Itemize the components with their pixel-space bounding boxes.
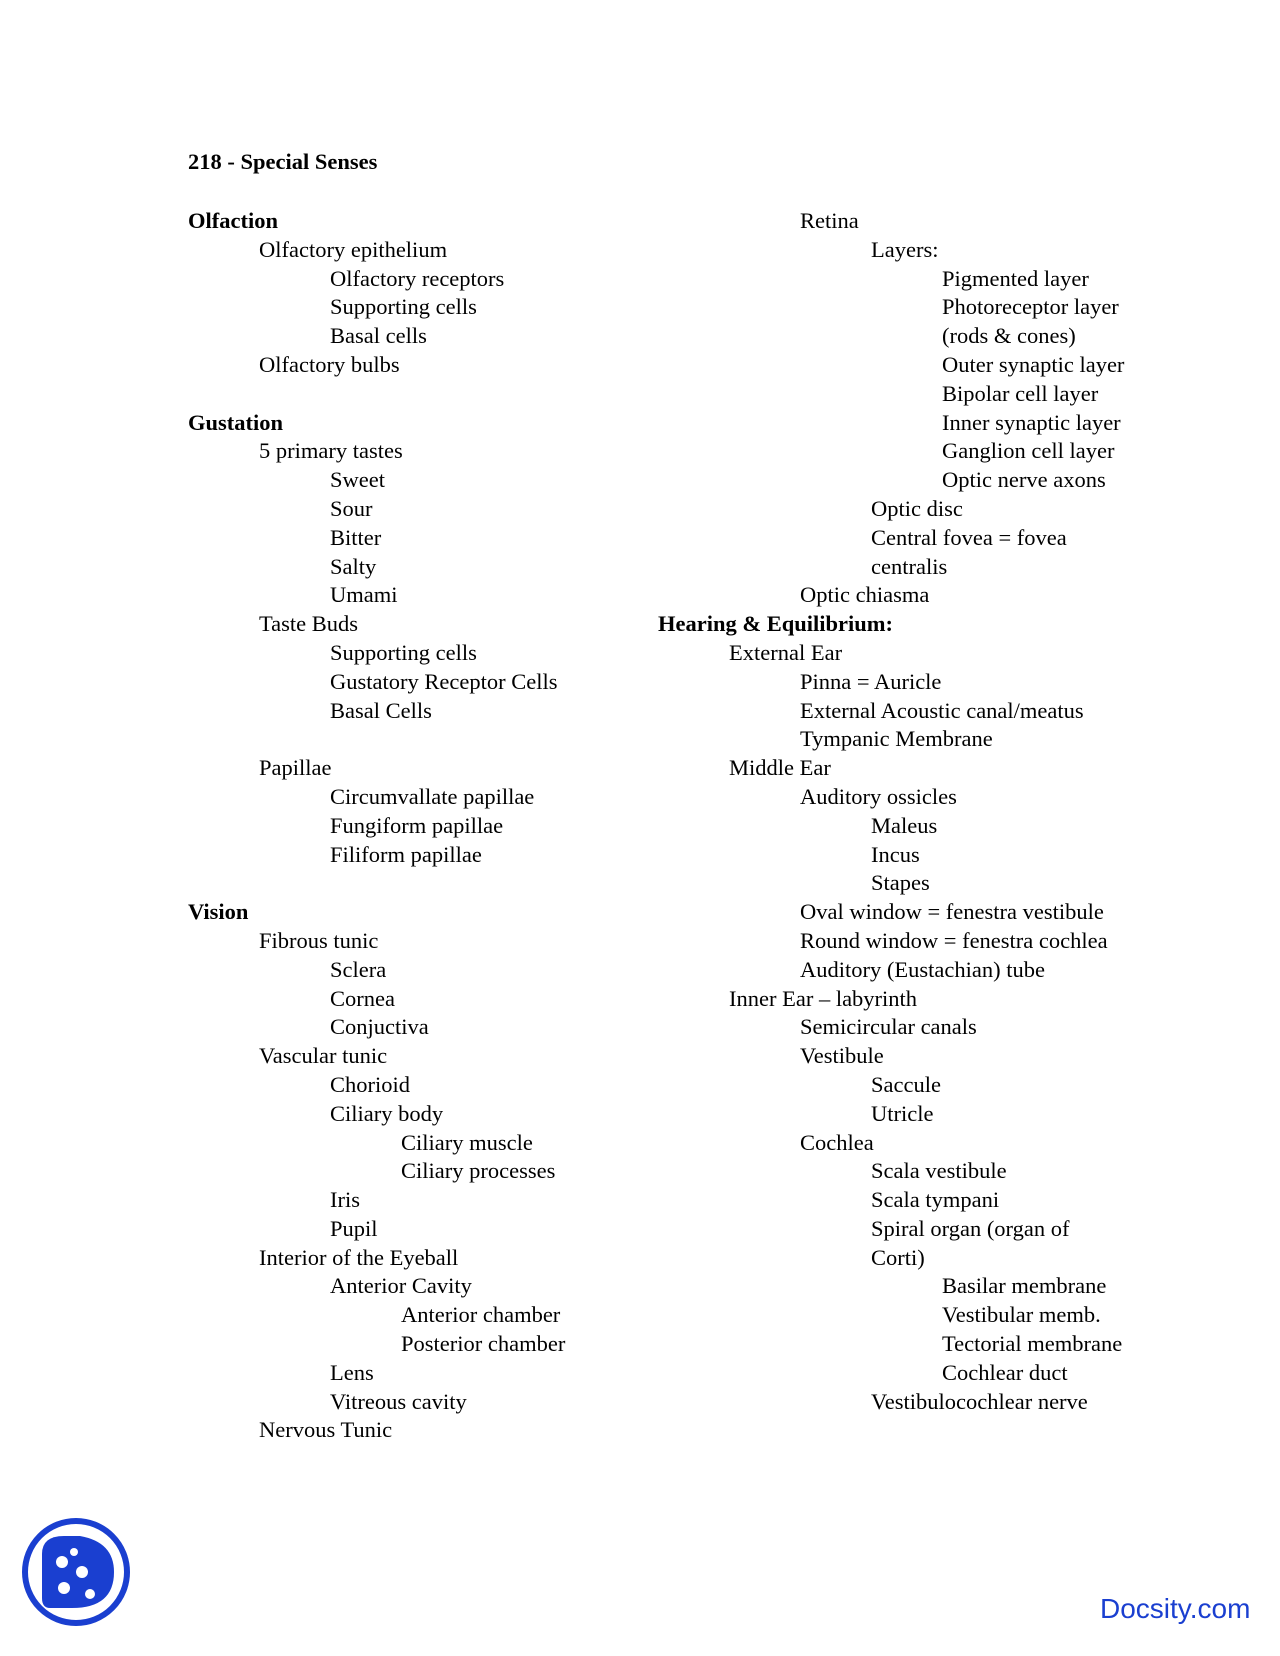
outline-item: Middle Ear	[729, 755, 831, 781]
outline-item: Basal Cells	[330, 697, 432, 723]
outline-item: Posterior chamber	[401, 1331, 566, 1357]
outline-item: External Acoustic canal/meatus	[800, 697, 1084, 723]
left-outline-column	[188, 207, 565, 1445]
outline-item: Central fovea = fovea	[871, 524, 1067, 550]
outline-item: Lens	[330, 1359, 374, 1385]
outline-item: Sweet	[330, 467, 385, 493]
outline-item: Pigmented layer	[942, 265, 1089, 291]
outline-item: Olfactory epithelium	[259, 236, 448, 262]
section-heading: Hearing & Equilibrium:	[658, 611, 894, 637]
outline-item: Ganglion cell layer	[942, 438, 1115, 464]
outline-item: Incus	[871, 841, 920, 867]
blank-line	[188, 869, 565, 898]
outline-item: Ciliary body	[330, 1100, 444, 1126]
outline-item: Inner synaptic layer	[942, 409, 1121, 435]
outline-item: Papillae	[259, 755, 332, 781]
outline-item: Iris	[330, 1187, 360, 1213]
outline-item: Olfactory bulbs	[259, 351, 400, 377]
outline-item: Retina	[800, 208, 859, 233]
outline-item: Auditory (Eustachian) tube	[800, 956, 1045, 982]
outline-item: Basal cells	[330, 323, 427, 349]
outline-item: Gustatory Receptor Cells	[330, 668, 558, 694]
outline-item: Layers:	[871, 236, 939, 262]
outline-item: Filiform papillae	[330, 841, 482, 867]
outline-item: Cochlear duct	[942, 1359, 1068, 1385]
outline-item: Saccule	[871, 1071, 941, 1097]
outline-item: Auditory ossicles	[800, 783, 957, 809]
section-heading: Vision	[188, 899, 249, 925]
outline-item: Bipolar cell layer	[942, 380, 1099, 406]
outline-item: Fibrous tunic	[259, 927, 379, 953]
docsity-logo-icon[interactable]	[20, 1516, 132, 1628]
outline-item: Optic nerve axons	[942, 467, 1106, 493]
outline-item: Olfactory receptors	[330, 265, 505, 291]
outline-item: Sclera	[330, 956, 387, 982]
outline-item: Oval window = fenestra vestibule	[800, 899, 1104, 925]
outline-item: Cornea	[330, 985, 395, 1011]
right-outline-column	[658, 207, 1124, 1416]
outline-item: Pupil	[330, 1215, 378, 1241]
outline-item: Inner Ear – labyrinth	[729, 985, 918, 1011]
outline-item: Ciliary processes	[401, 1158, 556, 1184]
outline-item: Vestibulocochlear nerve	[871, 1388, 1088, 1414]
page-title: 218 - Special Senses	[188, 149, 378, 174]
docsity-brand-link[interactable]: Docsity.com	[1100, 1593, 1251, 1624]
outline-item: Optic disc	[871, 495, 963, 521]
outline-item: Semicircular canals	[800, 1014, 977, 1040]
section-heading: Olfaction	[188, 208, 278, 233]
outline-item: Basilar membrane	[942, 1273, 1107, 1299]
outline-item: Vitreous cavity	[330, 1388, 467, 1414]
outline-item: Optic chiasma	[800, 582, 930, 608]
outline-item: Umami	[330, 582, 398, 608]
outline-item: Tympanic Membrane	[800, 726, 993, 752]
section-heading: Gustation	[188, 409, 284, 435]
outline-item: Stapes	[871, 870, 930, 896]
outline-item: Ciliary muscle	[401, 1129, 533, 1155]
outline-item: Anterior chamber	[401, 1302, 561, 1328]
outline-item: 5 primary tastes	[259, 438, 403, 464]
outline-item: Supporting cells	[330, 294, 477, 320]
outline-item: External Ear	[729, 639, 843, 665]
outline-item: Cochlea	[800, 1129, 874, 1155]
outline-item: (rods & cones)	[942, 323, 1076, 349]
outline-item: Scala tympani	[871, 1187, 1000, 1213]
outline-item: Interior of the Eyeball	[259, 1244, 459, 1270]
outline-item: Conjuctiva	[330, 1014, 429, 1040]
outline-item: Anterior Cavity	[330, 1273, 472, 1299]
outline-item: Corti)	[871, 1244, 925, 1270]
outline-item: centralis	[871, 553, 948, 579]
outline-item: Circumvallate papillae	[330, 783, 535, 809]
outline-item: Utricle	[871, 1100, 934, 1126]
outline-item: Vestibule	[800, 1043, 884, 1069]
outline-item: Taste Buds	[259, 611, 359, 637]
outline-item: Fungiform papillae	[330, 812, 504, 838]
outline-item: Nervous Tunic	[259, 1417, 393, 1443]
outline-item: Maleus	[871, 812, 938, 838]
outline-item: Salty	[330, 553, 377, 579]
outline-item: Outer synaptic layer	[942, 351, 1125, 377]
outline-item: Supporting cells	[330, 639, 477, 665]
outline-item: Chorioid	[330, 1071, 411, 1097]
outline-item: Sour	[330, 495, 373, 521]
outline-item: Pinna = Auricle	[800, 668, 942, 694]
outline-item: Spiral organ (organ of	[871, 1215, 1070, 1241]
blank-line	[188, 725, 565, 754]
outline-item: Round window = fenestra cochlea	[800, 927, 1108, 953]
outline-item: Scala vestibule	[871, 1158, 1007, 1184]
outline-item: Tectorial membrane	[942, 1331, 1123, 1357]
outline-item: Vestibular memb.	[942, 1302, 1101, 1328]
blank-line	[188, 380, 565, 409]
outline-item: Bitter	[330, 524, 382, 550]
outline-item: Vascular tunic	[259, 1043, 388, 1069]
outline-item: Photoreceptor layer	[942, 294, 1119, 320]
